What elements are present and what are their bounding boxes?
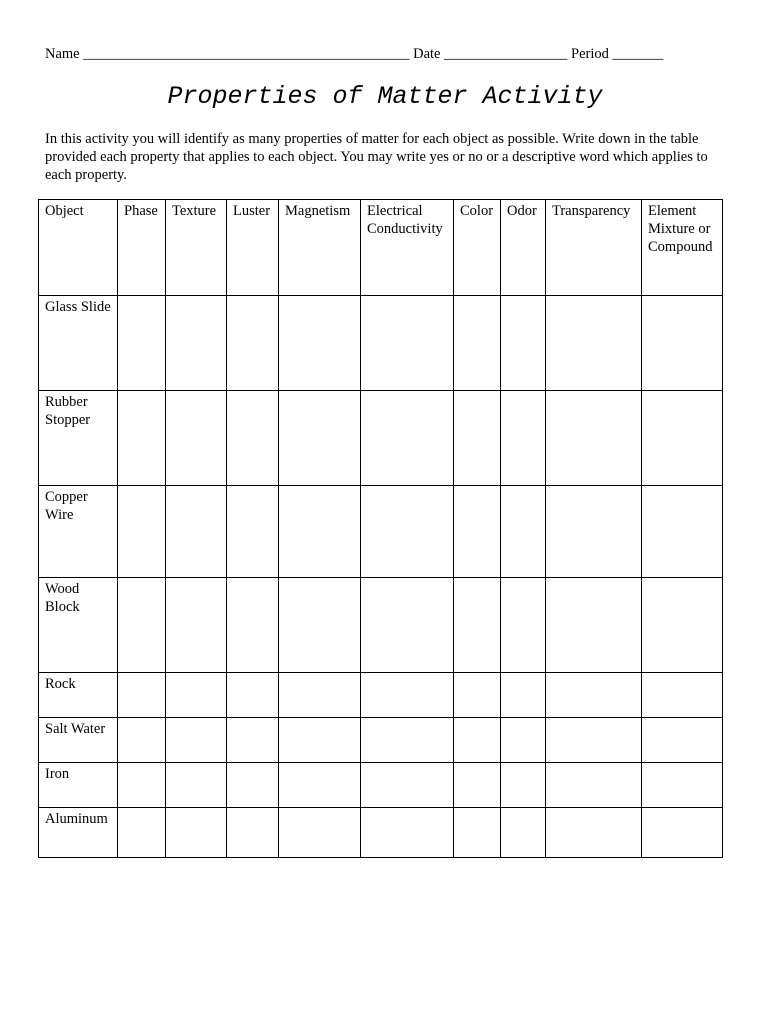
answer-cell[interactable]	[227, 763, 279, 808]
answer-cell[interactable]	[454, 673, 501, 718]
answer-cell[interactable]	[642, 718, 723, 763]
column-header: Texture	[166, 200, 227, 296]
period-blank[interactable]: _______	[612, 46, 664, 62]
answer-cell[interactable]	[118, 486, 166, 578]
answer-cell[interactable]	[361, 578, 454, 673]
answer-cell[interactable]	[642, 808, 723, 858]
answer-cell[interactable]	[454, 763, 501, 808]
table-row	[39, 486, 723, 578]
answer-cell[interactable]	[279, 391, 361, 486]
name-blank[interactable]: _____________________________________________	[83, 46, 410, 62]
answer-cell[interactable]	[166, 296, 227, 391]
column-header: Luster	[227, 200, 279, 296]
answer-cell[interactable]	[279, 578, 361, 673]
object-name: Aluminum	[39, 808, 118, 858]
column-header: Object	[39, 200, 118, 296]
table-row	[39, 718, 723, 763]
object-name: Rock	[39, 673, 118, 718]
answer-cell[interactable]	[166, 808, 227, 858]
answer-cell[interactable]	[642, 673, 723, 718]
answer-cell[interactable]	[501, 808, 546, 858]
answer-cell[interactable]	[454, 808, 501, 858]
period-label: Period	[571, 46, 609, 62]
table-row	[39, 578, 723, 673]
answer-cell[interactable]	[642, 486, 723, 578]
column-header: Electrical Conductivity	[361, 200, 454, 296]
answer-cell[interactable]	[642, 391, 723, 486]
answer-cell[interactable]	[546, 486, 642, 578]
answer-cell[interactable]	[227, 391, 279, 486]
answer-cell[interactable]	[118, 391, 166, 486]
object-name: Iron	[39, 763, 118, 808]
answer-cell[interactable]	[361, 718, 454, 763]
answer-cell[interactable]	[361, 763, 454, 808]
date-label: Date	[413, 46, 441, 62]
answer-cell[interactable]	[227, 718, 279, 763]
answer-cell[interactable]	[501, 486, 546, 578]
column-header: Phase	[118, 200, 166, 296]
answer-cell[interactable]	[166, 391, 227, 486]
table-row	[39, 296, 723, 391]
answer-cell[interactable]	[642, 578, 723, 673]
answer-cell[interactable]	[501, 578, 546, 673]
answer-cell[interactable]	[279, 808, 361, 858]
answer-cell[interactable]	[454, 718, 501, 763]
column-header: Magnetism	[279, 200, 361, 296]
answer-cell[interactable]	[279, 296, 361, 391]
answer-cell[interactable]	[501, 673, 546, 718]
answer-cell[interactable]	[118, 763, 166, 808]
answer-cell[interactable]	[227, 486, 279, 578]
object-name: Copper Wire	[39, 486, 118, 578]
answer-cell[interactable]	[546, 673, 642, 718]
answer-cell[interactable]	[361, 808, 454, 858]
answer-cell[interactable]	[118, 673, 166, 718]
answer-cell[interactable]	[118, 578, 166, 673]
answer-cell[interactable]	[454, 486, 501, 578]
answer-cell[interactable]	[279, 673, 361, 718]
page-title: Properties of Matter Activity	[167, 82, 603, 111]
answer-cell[interactable]	[361, 486, 454, 578]
answer-cell[interactable]	[642, 296, 723, 391]
table-header-row	[39, 200, 723, 296]
student-info-line	[45, 46, 663, 63]
answer-cell[interactable]	[166, 673, 227, 718]
table-row	[39, 391, 723, 486]
answer-cell[interactable]	[166, 718, 227, 763]
answer-cell[interactable]	[361, 391, 454, 486]
answer-cell[interactable]	[279, 718, 361, 763]
answer-cell[interactable]	[166, 763, 227, 808]
answer-cell[interactable]	[546, 718, 642, 763]
answer-cell[interactable]	[546, 391, 642, 486]
answer-cell[interactable]	[227, 673, 279, 718]
object-name: Salt Water	[39, 718, 118, 763]
table-row	[39, 673, 723, 718]
column-header: Transparency	[546, 200, 642, 296]
answer-cell[interactable]	[546, 578, 642, 673]
name-label: Name	[45, 46, 80, 62]
column-header: Color	[454, 200, 501, 296]
answer-cell[interactable]	[118, 808, 166, 858]
answer-cell[interactable]	[361, 673, 454, 718]
answer-cell[interactable]	[454, 296, 501, 391]
column-header: Element Mixture or Compound	[642, 200, 723, 296]
answer-cell[interactable]	[454, 578, 501, 673]
answer-cell[interactable]	[546, 808, 642, 858]
table-row	[39, 763, 723, 808]
answer-cell[interactable]	[227, 296, 279, 391]
object-name: Glass Slide	[39, 296, 118, 391]
answer-cell[interactable]	[361, 296, 454, 391]
answer-cell[interactable]	[546, 763, 642, 808]
answer-cell[interactable]	[227, 578, 279, 673]
answer-cell[interactable]	[118, 718, 166, 763]
table-row	[39, 808, 723, 858]
answer-cell[interactable]	[501, 296, 546, 391]
object-name: Wood Block	[39, 578, 118, 673]
intro-paragraph: In this activity you will identify as many properties of matter for each object as possible. Write down in the table provided each property that applies to each object. You may write yes or no or a descriptive word which applies to each property.	[45, 131, 708, 183]
column-header: Odor	[501, 200, 546, 296]
answer-cell[interactable]	[166, 578, 227, 673]
answer-cell[interactable]	[454, 391, 501, 486]
properties-table	[38, 199, 723, 858]
object-name: Rubber Stopper	[39, 391, 118, 486]
answer-cell[interactable]	[279, 486, 361, 578]
answer-cell[interactable]	[501, 718, 546, 763]
answer-cell[interactable]	[118, 296, 166, 391]
date-blank[interactable]: _________________	[444, 46, 568, 62]
answer-cell[interactable]	[501, 391, 546, 486]
answer-cell[interactable]	[279, 763, 361, 808]
answer-cell[interactable]	[166, 486, 227, 578]
answer-cell[interactable]	[227, 808, 279, 858]
answer-cell[interactable]	[546, 296, 642, 391]
answer-cell[interactable]	[501, 763, 546, 808]
answer-cell[interactable]	[642, 763, 723, 808]
